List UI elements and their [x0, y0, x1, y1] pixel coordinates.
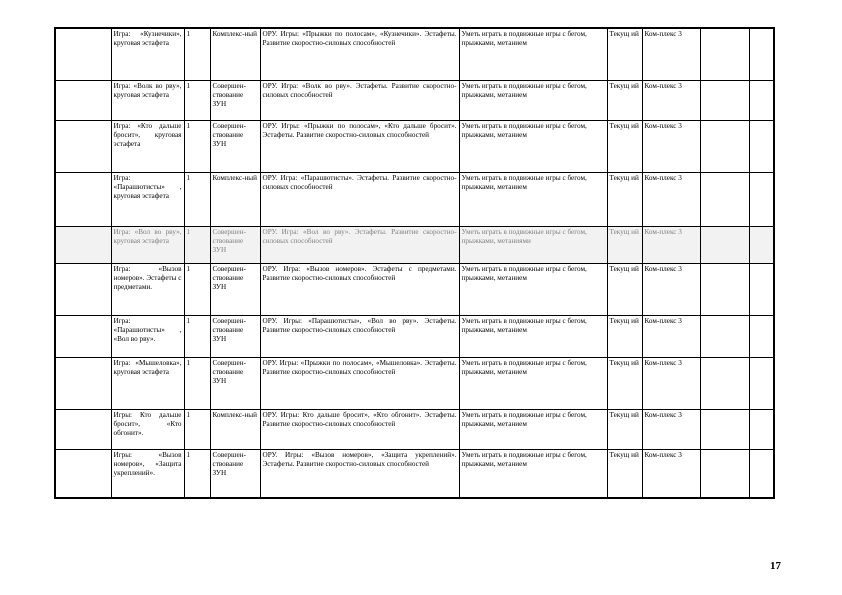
requirements-cell: Уметь играть в подвижные игры с бегом, прыжками, метанием	[459, 357, 607, 409]
lesson-plan-table	[54, 27, 775, 499]
requirements-cell: Уметь играть в подвижные игры с бегом, прыжками, метанием	[459, 80, 607, 120]
lesson-type-cell: Комплекс-ный	[210, 172, 260, 226]
game-title-cell: Игры: Кто дальше бросит», «Кто обгонит».	[111, 409, 184, 449]
game-title-cell: Игра: «Кто дальше бросит», круговая эстафета	[111, 120, 184, 172]
game-title-cell: Игра: «Вызов номеров». Эстафеты с предметами.	[111, 263, 184, 315]
row-number-cell	[55, 315, 111, 357]
table-row	[55, 409, 774, 449]
hours-cell: 1	[184, 172, 210, 226]
lesson-content-cell: ОРУ. Игры: «Парашютисты», «Вол во рву». Эстафеты. Развитие скоростно-силовых способностей	[260, 315, 459, 357]
requirements-cell: Уметь играть в подвижные игры с бегом, прыжками, метанием	[459, 315, 607, 357]
lesson-content-cell: ОРУ. Игры: «Прыжки по полосам», «Мышеловка». Эстафеты. Развитие скоростно-силовых способностей	[260, 357, 459, 409]
homework-cell: Ком-плекс 3	[642, 409, 700, 449]
game-title-cell: Игра: «Вол во рву», круговая эстафета	[111, 226, 184, 263]
hours-cell: 1	[184, 120, 210, 172]
date-fact-cell	[749, 120, 774, 172]
row-number-cell	[55, 172, 111, 226]
hours-cell: 1	[184, 449, 210, 498]
hours-cell: 1	[184, 28, 210, 80]
game-title-cell: Игра: «Парашютисты» , круговая эстафета	[111, 172, 184, 226]
requirements-cell: Уметь играть в подвижные игры с бегом, прыжками, метаниями	[459, 226, 607, 263]
control-type-cell: Текущ ий	[607, 172, 642, 226]
row-number-cell	[55, 409, 111, 449]
table-row	[55, 357, 774, 409]
control-type-cell: Текущ ий	[607, 28, 642, 80]
table-row	[55, 315, 774, 357]
date-plan-cell	[700, 226, 749, 263]
requirements-cell: Уметь играть в подвижные игры с бегом, прыжками, метанием	[459, 409, 607, 449]
lesson-content-cell: ОРУ. Игры: Кто дальше бросит», «Кто обгонит». Эстафеты. Развитие скоростно-силовых способностей	[260, 409, 459, 449]
hours-cell: 1	[184, 226, 210, 263]
lesson-type-cell: Комплекс-ный	[210, 409, 260, 449]
game-title-cell: Игры: «Вызов номеров», «Защита укреплений».	[111, 449, 184, 498]
lesson-type-cell: Совершен-ствование ЗУН	[210, 80, 260, 120]
lesson-content-cell: ОРУ. Игра: «Парашютисты». Эстафеты. Развитие скоростно-силовых способностей	[260, 172, 459, 226]
lesson-type-cell: Совершен-ствование ЗУН	[210, 357, 260, 409]
homework-cell: Ком-плекс 3	[642, 449, 700, 498]
hours-cell: 1	[184, 409, 210, 449]
table-row	[55, 120, 774, 172]
homework-cell: Ком-плекс 3	[642, 172, 700, 226]
lesson-content-cell: ОРУ. Игра: «Вызов номеров». Эстафеты с предметами. Развитие скоростно-силовых способностей	[260, 263, 459, 315]
date-fact-cell	[749, 409, 774, 449]
date-fact-cell	[749, 28, 774, 80]
lesson-content-cell: ОРУ. Игра: «Вол во рву». Эстафеты. Развитие скоростно-силовых способностей	[260, 226, 459, 263]
requirements-cell: Уметь играть в подвижные игры с бегом, прыжками, метанием	[459, 120, 607, 172]
control-type-cell: Текущ ий	[607, 263, 642, 315]
row-number-cell	[55, 80, 111, 120]
date-plan-cell	[700, 263, 749, 315]
control-type-cell: Текущ ий	[607, 315, 642, 357]
date-fact-cell	[749, 315, 774, 357]
lesson-content-cell: ОРУ. Игры: «Прыжки по полосам», «Кто дальше бросит». Эстафеты. Развитие скоростно-силовых способностей	[260, 120, 459, 172]
lesson-type-cell: Совершен-ствование ЗУН	[210, 449, 260, 498]
hours-cell: 1	[184, 263, 210, 315]
date-plan-cell	[700, 315, 749, 357]
game-title-cell: Игра: «Кузнечики», круговая эстафета	[111, 28, 184, 80]
requirements-cell: Уметь играть в подвижные игры с бегом, прыжками, метанием	[459, 449, 607, 498]
control-type-cell: Текущ ий	[607, 80, 642, 120]
date-plan-cell	[700, 449, 749, 498]
game-title-cell: Игра: «Волк во рву», круговая эстафета	[111, 80, 184, 120]
date-fact-cell	[749, 172, 774, 226]
table-row	[55, 28, 774, 80]
lesson-type-cell: Совершен-ствование ЗУН	[210, 263, 260, 315]
date-plan-cell	[700, 120, 749, 172]
date-fact-cell	[749, 449, 774, 498]
requirements-cell: Уметь играть в подвижные игры с бегом, прыжками, метанием	[459, 28, 607, 80]
lesson-content-cell: ОРУ. Игры: «Прыжки по полосам», «Кузнечики». Эстафеты. Развитие скоростно-силовых способностей	[260, 28, 459, 80]
date-plan-cell	[700, 357, 749, 409]
lesson-content-cell: ОРУ. Игра: «Волк во рву». Эстафеты. Развитие скоростно-силовых способностей	[260, 80, 459, 120]
game-title-cell: Игра: «Парашютисты» , «Вол во рву».	[111, 315, 184, 357]
hours-cell: 1	[184, 315, 210, 357]
control-type-cell: Текущ ий	[607, 226, 642, 263]
date-plan-cell	[700, 172, 749, 226]
table-row	[55, 226, 774, 263]
hours-cell: 1	[184, 80, 210, 120]
table-row	[55, 449, 774, 498]
lesson-type-cell: Совершен-ствование ЗУН	[210, 226, 260, 263]
table-row	[55, 172, 774, 226]
lesson-type-cell: Совершен-ствование ЗУН	[210, 120, 260, 172]
row-number-cell	[55, 28, 111, 80]
row-number-cell	[55, 120, 111, 172]
table-row	[55, 80, 774, 120]
table-body	[55, 28, 774, 498]
date-plan-cell	[700, 409, 749, 449]
lesson-content-cell: ОРУ. Игры: «Вызов номеров», «Защита укреплений». Эстафеты. Развитие скоростно-силовых способностей	[260, 449, 459, 498]
date-fact-cell	[749, 226, 774, 263]
hours-cell: 1	[184, 357, 210, 409]
table-row	[55, 263, 774, 315]
control-type-cell: Текущ ий	[607, 120, 642, 172]
lesson-type-cell: Совершен-ствование ЗУН	[210, 315, 260, 357]
homework-cell: Ком-плекс 3	[642, 315, 700, 357]
lesson-type-cell: Комплекс-ный	[210, 28, 260, 80]
row-number-cell	[55, 263, 111, 315]
date-fact-cell	[749, 263, 774, 315]
homework-cell: Ком-плекс 3	[642, 263, 700, 315]
homework-cell: Ком-плекс 3	[642, 357, 700, 409]
control-type-cell: Текущ ий	[607, 409, 642, 449]
date-fact-cell	[749, 357, 774, 409]
date-plan-cell	[700, 80, 749, 120]
homework-cell: Ком-плекс 3	[642, 226, 700, 263]
requirements-cell: Уметь играть в подвижные игры с бегом, прыжками, метанием	[459, 172, 607, 226]
game-title-cell: Игра: «Мышеловка», круговая эстафета	[111, 357, 184, 409]
date-plan-cell	[700, 28, 749, 80]
date-fact-cell	[749, 80, 774, 120]
row-number-cell	[55, 449, 111, 498]
homework-cell: Ком-плекс 3	[642, 120, 700, 172]
row-number-cell	[55, 357, 111, 409]
requirements-cell: Уметь играть в подвижные игры с бегом, прыжками, метанием	[459, 263, 607, 315]
page-number: 17	[770, 560, 781, 572]
row-number-cell	[55, 226, 111, 263]
control-type-cell: Текущ ий	[607, 449, 642, 498]
homework-cell: Ком-плекс 3	[642, 28, 700, 80]
control-type-cell: Текущ ий	[607, 357, 642, 409]
homework-cell: Ком-плекс 3	[642, 80, 700, 120]
